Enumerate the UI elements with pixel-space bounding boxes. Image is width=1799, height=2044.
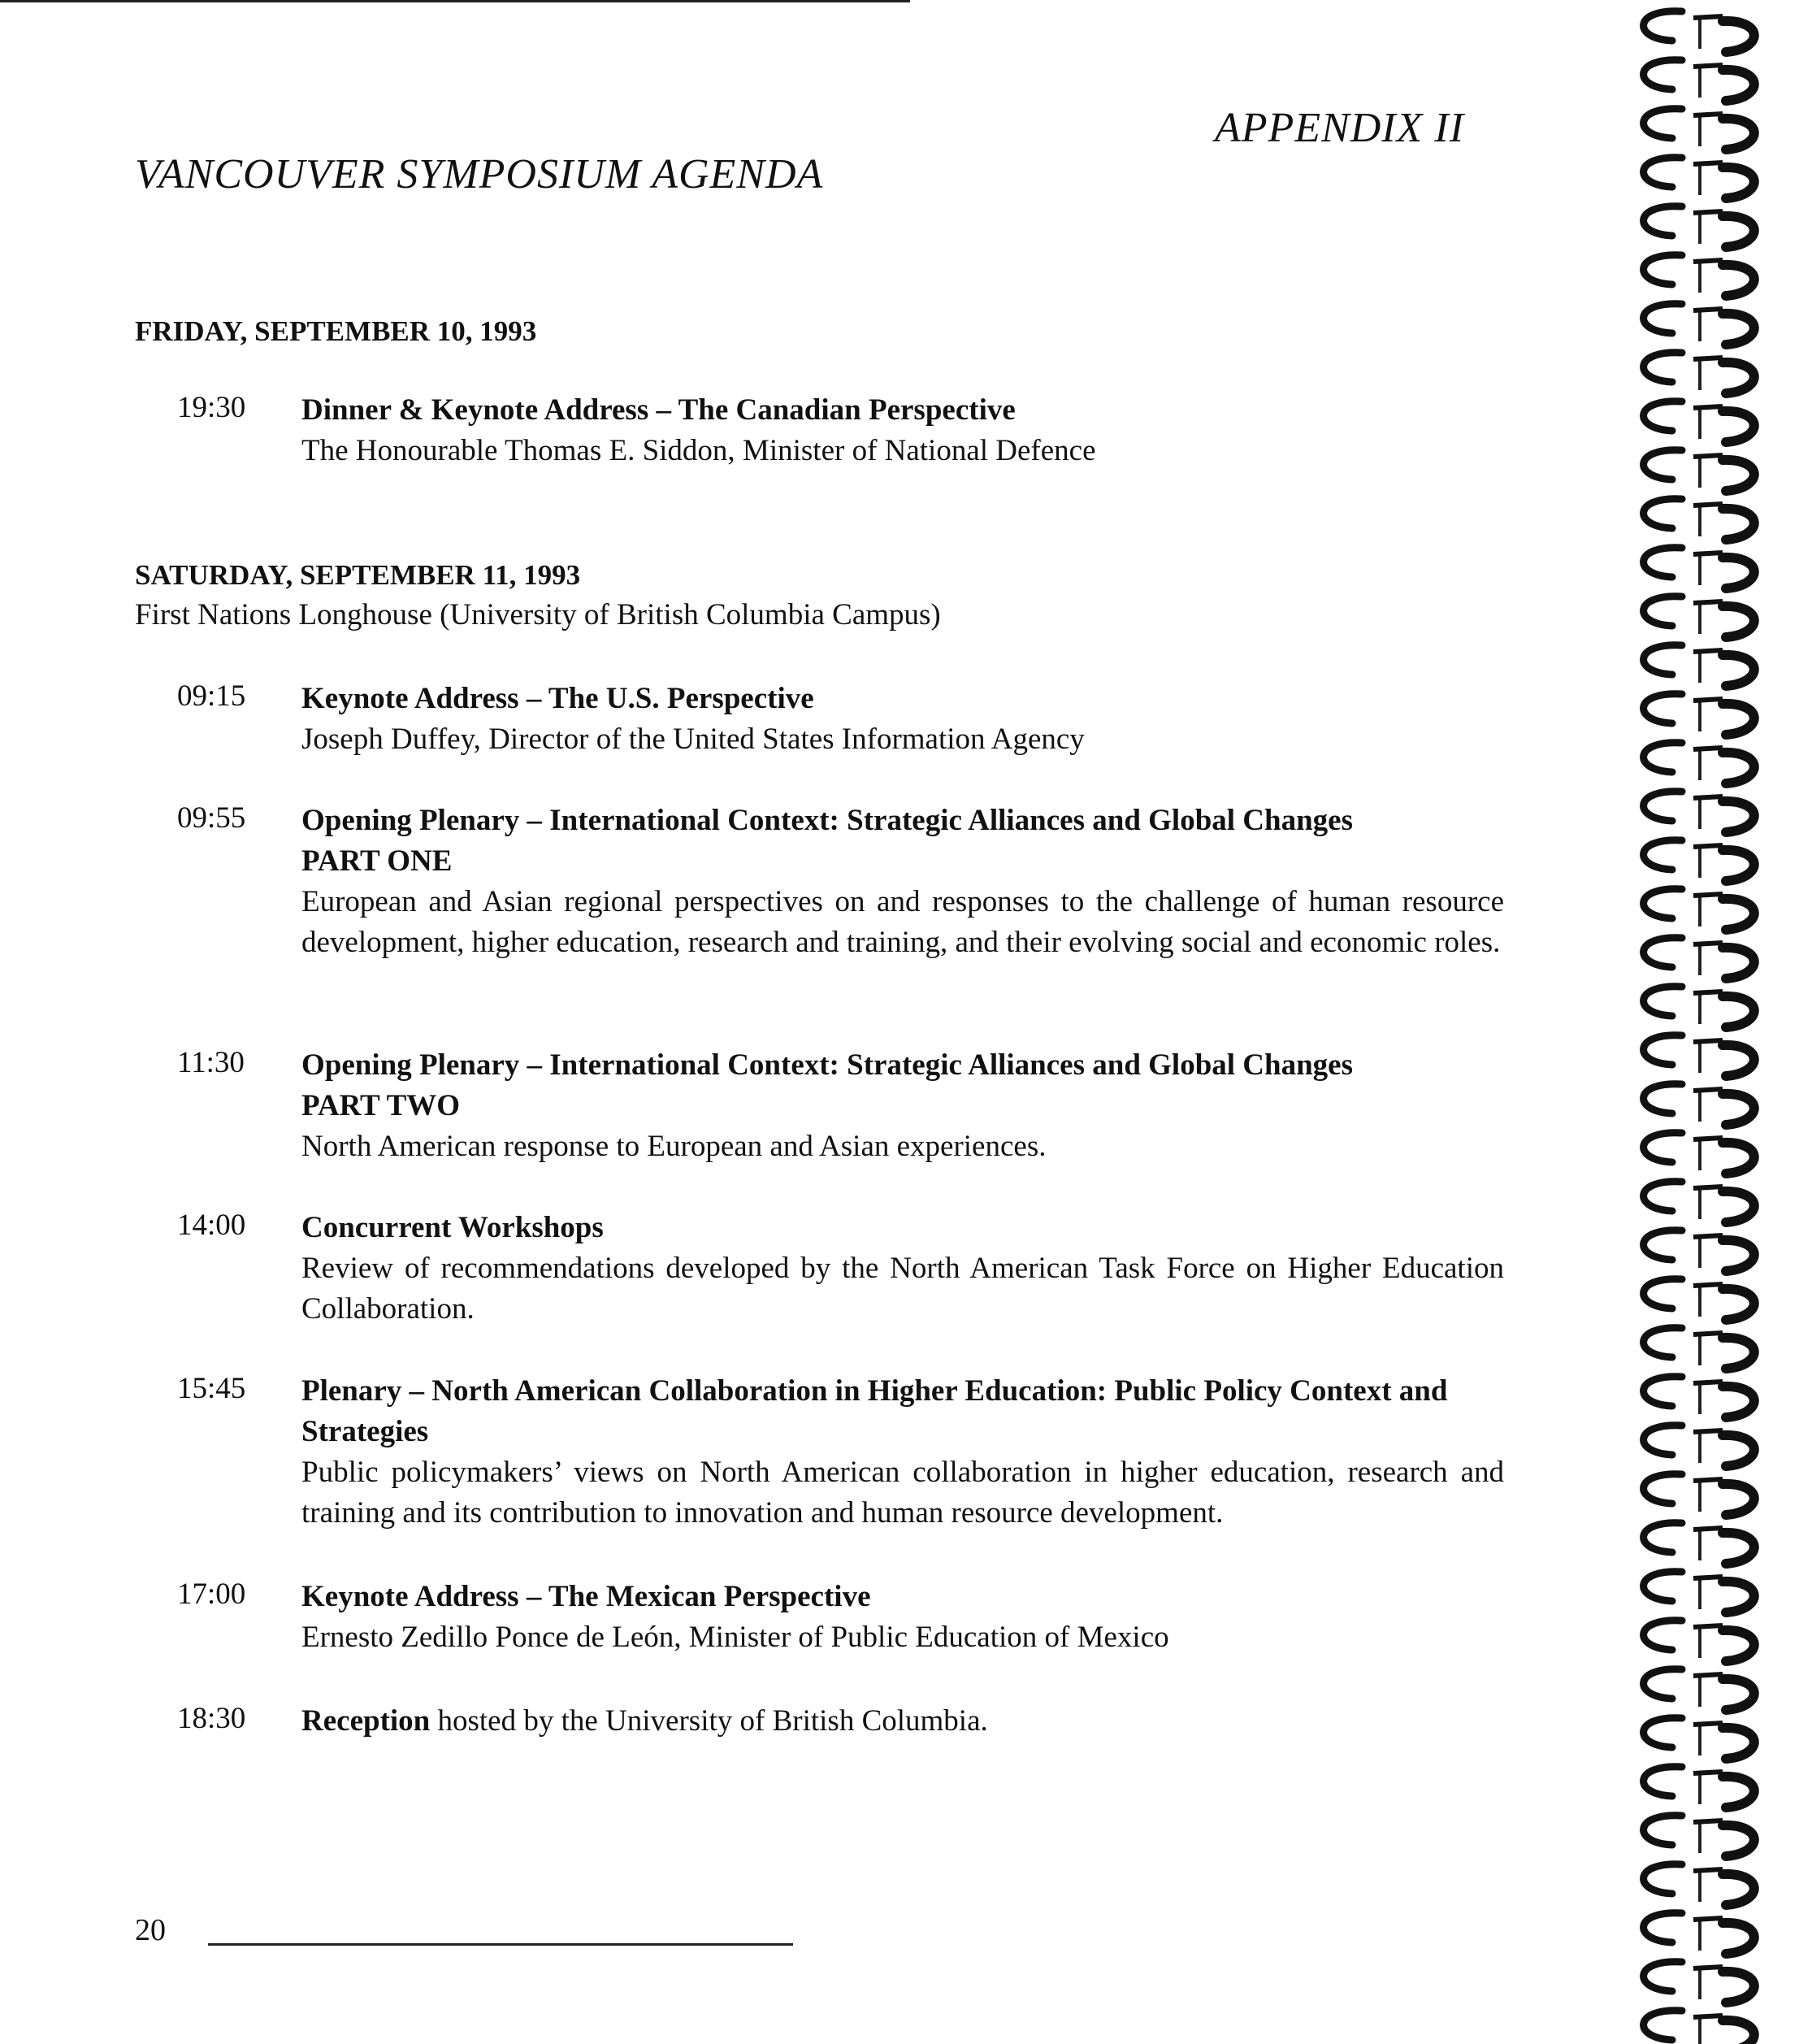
venue: First Nations Longhouse (University of British Columbia Campus)	[135, 598, 941, 631]
binding-coil	[1644, 1377, 1754, 1417]
day-heading-friday: FRIDAY, SEPTEMBER 10, 1993	[135, 315, 537, 347]
entry-title: Dinner & Keynote Address – The Canadian Perspective	[301, 393, 1016, 427]
binding-coil	[1644, 987, 1754, 1027]
binding-coil	[1644, 1962, 1754, 2003]
binding-coil	[1644, 1328, 1754, 1369]
binding-coil	[1644, 1523, 1754, 1564]
entry-description: North American response to European and Asian experiences.	[301, 1130, 1047, 1163]
binding-coil	[1644, 1133, 1754, 1174]
binding-coil	[1644, 304, 1754, 345]
entry-description: Review of recommendations developed by the North American Task Force on Higher Education Collaboration.	[301, 1252, 1504, 1326]
entry-time: 11:30	[177, 1046, 245, 1079]
entry-title: Plenary – North American Collaboration in Higher Education: Public Policy Context and Strategies	[301, 1374, 1448, 1448]
binding-coil	[1644, 645, 1754, 686]
binding-coil	[1644, 1182, 1754, 1222]
entry-time: 17:00	[177, 1577, 246, 1611]
entry-time: 15:45	[177, 1372, 246, 1405]
binding-coil	[1644, 1035, 1754, 1076]
binding-coil	[1644, 158, 1754, 198]
binding-coil	[1644, 1230, 1754, 1271]
entry-body	[301, 1371, 1504, 1534]
binding-coil	[1644, 109, 1754, 150]
binding-coil	[1644, 1816, 1754, 1856]
entry-part: PART ONE	[301, 844, 453, 878]
binding-coil	[1644, 694, 1754, 735]
entry-time: 09:15	[177, 679, 246, 713]
binding-coil	[1644, 548, 1754, 588]
entry-description: The Honourable Thomas E. Siddon, Minister of National Defence	[301, 434, 1096, 467]
entry-part: PART TWO	[301, 1089, 461, 1122]
entry-title: Opening Plenary – International Context: Strategic Alliances and Global Changes	[301, 804, 1354, 837]
entry-body	[301, 1701, 1504, 1742]
binding-coil	[1644, 1913, 1754, 1954]
binding-coil	[1644, 60, 1754, 101]
entry-description: European and Asian regional perspectives on and responses to the challenge of human resource development, higher education, research and training, and their evolving social and economic roles.	[301, 885, 1504, 959]
entry-title: Keynote Address – The U.S. Perspective	[301, 682, 814, 715]
binding-coil	[1644, 1621, 1754, 1661]
entry-time: 14:00	[177, 1209, 246, 1242]
binding-coil	[1644, 2011, 1754, 2044]
binding-coil	[1644, 206, 1754, 247]
top-rule	[0, 0, 910, 2]
entry-title: Concurrent Workshops	[301, 1211, 604, 1244]
binding-coil	[1644, 255, 1754, 296]
binding-coil	[1644, 792, 1754, 832]
binding-coil	[1644, 938, 1754, 979]
spiral-binding	[1625, 0, 1788, 2044]
binding-coil	[1644, 353, 1754, 393]
entry-title: Keynote Address – The Mexican Perspective	[301, 1580, 871, 1613]
binding-coil	[1644, 1669, 1754, 1710]
entry-time: 19:30	[177, 391, 246, 424]
entry-time: 09:55	[177, 801, 246, 835]
entry-title: Opening Plenary – International Context: Strategic Alliances and Global Changes	[301, 1048, 1354, 1082]
page-number: 20	[135, 1913, 166, 1947]
binding-coil	[1644, 840, 1754, 881]
binding-coil	[1644, 1084, 1754, 1125]
entry-body	[301, 1577, 1504, 1658]
binding-coil	[1644, 889, 1754, 930]
entry-title: Reception	[301, 1704, 431, 1738]
entry-body	[301, 390, 1504, 471]
binding-coil	[1644, 597, 1754, 637]
entry-description: Joseph Duffey, Director of the United States Information Agency	[301, 723, 1085, 756]
binding-coil	[1644, 1718, 1754, 1759]
binding-coil	[1644, 1864, 1754, 1905]
entry-time: 18:30	[177, 1702, 246, 1735]
appendix-label: APPENDIX II	[1215, 105, 1465, 151]
entry-description: hosted by the University of British Columbia.	[437, 1704, 988, 1738]
binding-coil	[1644, 1572, 1754, 1612]
entry-body	[301, 679, 1504, 760]
entry-body	[301, 1208, 1504, 1330]
day-heading-saturday: SATURDAY, SEPTEMBER 11, 1993	[135, 559, 581, 591]
entry-body	[301, 801, 1504, 963]
binding-coil	[1644, 401, 1754, 442]
page-title: VANCOUVER SYMPOSIUM AGENDA	[135, 151, 824, 197]
entry-description: Public policymakers’ views on North American collaboration in higher education, research and training and its contribution to innovation and human resource development.	[301, 1456, 1504, 1530]
entry-body	[301, 1045, 1504, 1167]
footer-rule	[208, 1943, 793, 1946]
entry-description: Ernesto Zedillo Ponce de León, Minister of Public Education of Mexico	[301, 1621, 1169, 1654]
binding-coil	[1644, 1279, 1754, 1320]
binding-coil	[1644, 1426, 1754, 1466]
binding-coil	[1644, 1767, 1754, 1807]
binding-coil	[1644, 11, 1754, 52]
binding-coil	[1644, 499, 1754, 540]
binding-coil	[1644, 450, 1754, 491]
binding-coil	[1644, 743, 1754, 783]
binding-coil	[1644, 1474, 1754, 1515]
